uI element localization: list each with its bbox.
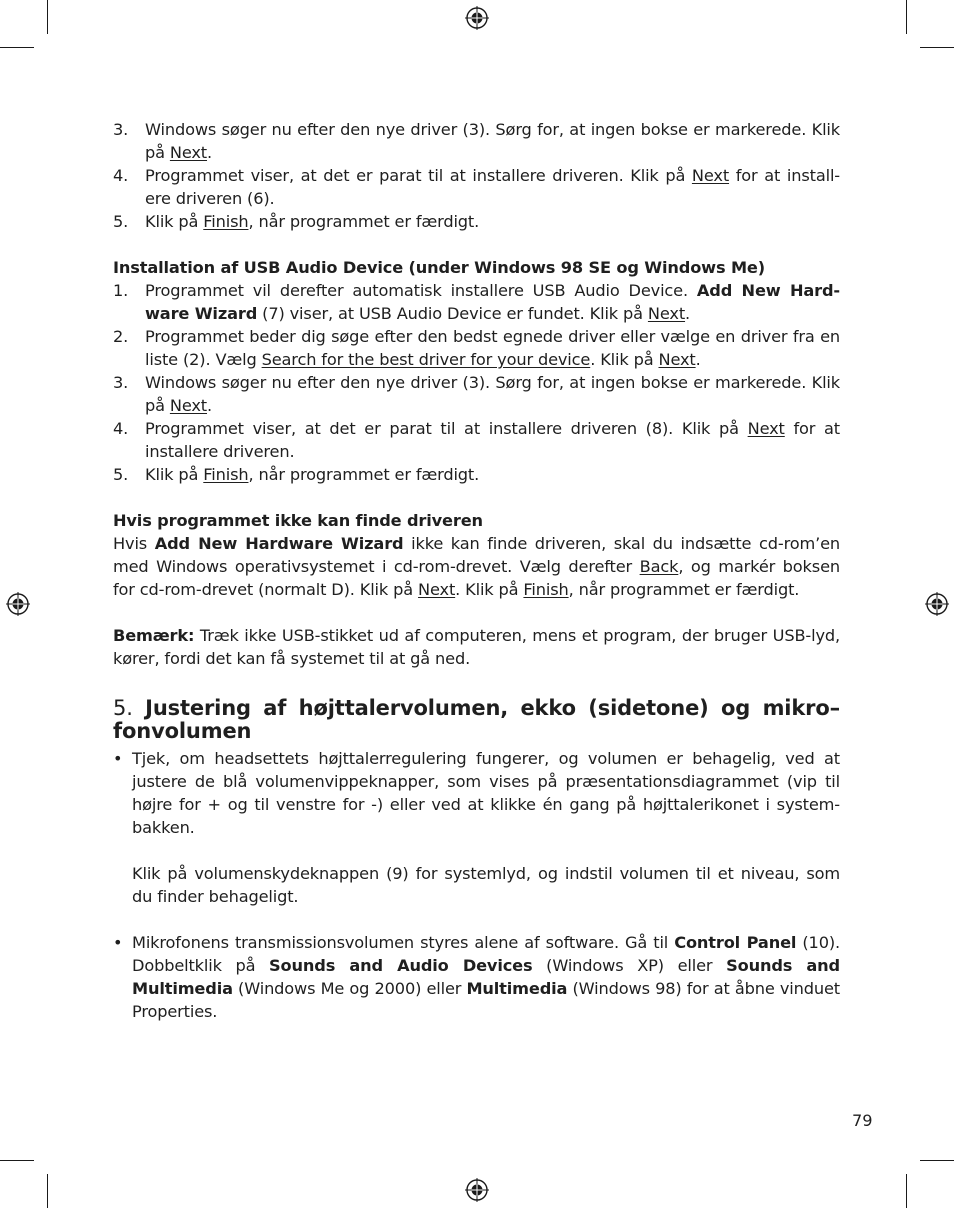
crop-mark-top-left-v xyxy=(47,0,48,34)
microphone-paragraph: Mikrofonens transmissionsvolumen styres alene af software. Gå til Control Panel (10). Dobbeltklik på Sounds and Audio Devices (Windows XP) eller Sounds and Multimedia (Windows Me og 2000) eller Multimedia (Windows 98) for at åbne vinduet Properties. xyxy=(132,933,841,1021)
install-steps-list-xp xyxy=(113,118,840,233)
registration-mark-top-icon xyxy=(465,6,489,30)
finish-link: Finish xyxy=(203,465,249,484)
list-item: 5. Klik på Finish, når programmet er færdigt. xyxy=(113,212,480,231)
bullet: • xyxy=(113,749,123,768)
list-number: 5. xyxy=(113,465,129,484)
next-link: Next xyxy=(747,419,785,438)
sounds-multimedia-label: Sounds and Multimedia xyxy=(132,956,840,998)
list-number: 3. xyxy=(113,120,129,139)
control-panel-label: Control Panel xyxy=(674,933,797,952)
volume-bullets xyxy=(113,747,840,908)
next-link: Next xyxy=(169,396,208,415)
crop-mark-top-left-h xyxy=(0,47,34,48)
slider-paragraph: Klik på volumenskydeknappen (9) for systemlyd, og indstil volumen til et niveau, som du finder behageligt. xyxy=(132,864,840,906)
list-item: 3. Windows søger nu efter den nye driver (3). Sørg for, at ingen bokse er markerede. Klik på Next. xyxy=(113,373,840,415)
page-content xyxy=(113,118,840,1023)
wizard-name: Add New Hardware Wizard xyxy=(154,534,404,553)
section-5-heading xyxy=(113,697,840,743)
list-item xyxy=(113,747,840,908)
registration-mark-left-icon xyxy=(6,592,30,616)
back-link: Back xyxy=(639,557,679,576)
list-item: 3. Windows søger nu efter den nye driver (3). Sørg for, at ingen bokse er markerede. Klik på Next. xyxy=(113,120,840,162)
sounds-audio-devices-label: Sounds and Audio Devices xyxy=(269,956,533,975)
not-found-paragraph: Hvis Add New Hardware Wizard ikke kan finde driveren, skal du indsætte cd-rom’en med Windows operativsystemet i cd-rom-drevet. Vælg derefter Back, og markér boksen for cd-rom-drevet (normalt D). Klik på Next. Klik på Finish, når programmet er færdigt. xyxy=(113,534,840,599)
crop-mark-bottom-right-v xyxy=(906,1174,907,1208)
note-label: Bemærk: xyxy=(113,626,195,645)
list-number: 3. xyxy=(113,373,129,392)
finish-link: Finish xyxy=(203,212,249,231)
next-link: Next xyxy=(658,350,696,369)
section-title: Justering af højttalervolumen, ekko (sidetone) og mikro–fonvolumen xyxy=(113,696,840,743)
list-item: 5. Klik på Finish, når programmet er færdigt. xyxy=(113,465,480,484)
search-option-link: Search for the best driver for your device xyxy=(261,350,591,369)
microphone-bullets xyxy=(113,931,840,1023)
wizard-name: Add New Hard-ware Wizard xyxy=(145,281,840,323)
list-item: 1. Programmet vil derefter automatisk installere USB Audio Device. Add New Hard-ware Wizard (7) viser, at USB Audio Device er fundet. Klik på Next. xyxy=(113,281,840,323)
list-number: 4. xyxy=(113,166,129,185)
registration-mark-bottom-icon xyxy=(465,1178,489,1202)
multimedia-label: Multimedia xyxy=(466,979,568,998)
note-paragraph: Bemærk: Træk ikke USB-stikket ud af computeren, mens et program, der bruger USB-lyd, kører, fordi det kan få systemet til at gå ned. xyxy=(113,626,840,668)
next-link: Next xyxy=(691,166,730,185)
list-number: 1. xyxy=(113,281,129,300)
next-link: Next xyxy=(647,304,686,323)
list-number: 5. xyxy=(113,212,129,231)
crop-mark-bottom-left-h xyxy=(0,1160,34,1161)
crop-mark-top-right-v xyxy=(906,0,907,34)
section-heading-not-found: Hvis programmet ikke kan finde driveren xyxy=(113,511,483,530)
bullet: • xyxy=(113,933,123,952)
next-link: Next xyxy=(169,143,208,162)
list-item xyxy=(113,931,840,1023)
list-number: 2. xyxy=(113,327,129,346)
crop-mark-bottom-right-h xyxy=(920,1160,954,1161)
crop-mark-top-right-h xyxy=(920,47,954,48)
list-number: 4. xyxy=(113,419,129,438)
install-steps-list-win98 xyxy=(113,279,840,486)
next-link: Next xyxy=(418,580,456,599)
list-item: 4. Programmet viser, at det er parat til at installere driveren. Klik på Next for at install-ere driveren (6). xyxy=(113,166,840,208)
list-item: 2. Programmet beder dig søge efter den bedst egnede driver eller vælge en driver fra en liste (2). Vælg Search for the best driver for your device. Klik på Next. xyxy=(113,327,840,369)
finish-link: Finish xyxy=(523,580,569,599)
page-number: 79 xyxy=(852,1111,873,1130)
section-heading-win98: Installation af USB Audio Device (under Windows 98 SE og Windows Me) xyxy=(113,258,765,277)
section-number: 5. xyxy=(113,696,133,720)
list-item: 4. Programmet viser, at det er parat til at installere driveren (8). Klik på Next for at installere driveren. xyxy=(113,419,841,461)
speaker-paragraph: Tjek, om headsettets højttalerregulering fungerer, og volumen er behagelig, ved at justere de blå volumenvippeknapper, som vises på præsentationsdiagrammet (vip til højre for + og til venstre for -) eller ved at klikke én gang på højttalerikonet i system-bakken. xyxy=(132,749,840,837)
registration-mark-right-icon xyxy=(925,592,949,616)
crop-mark-bottom-left-v xyxy=(47,1174,48,1208)
